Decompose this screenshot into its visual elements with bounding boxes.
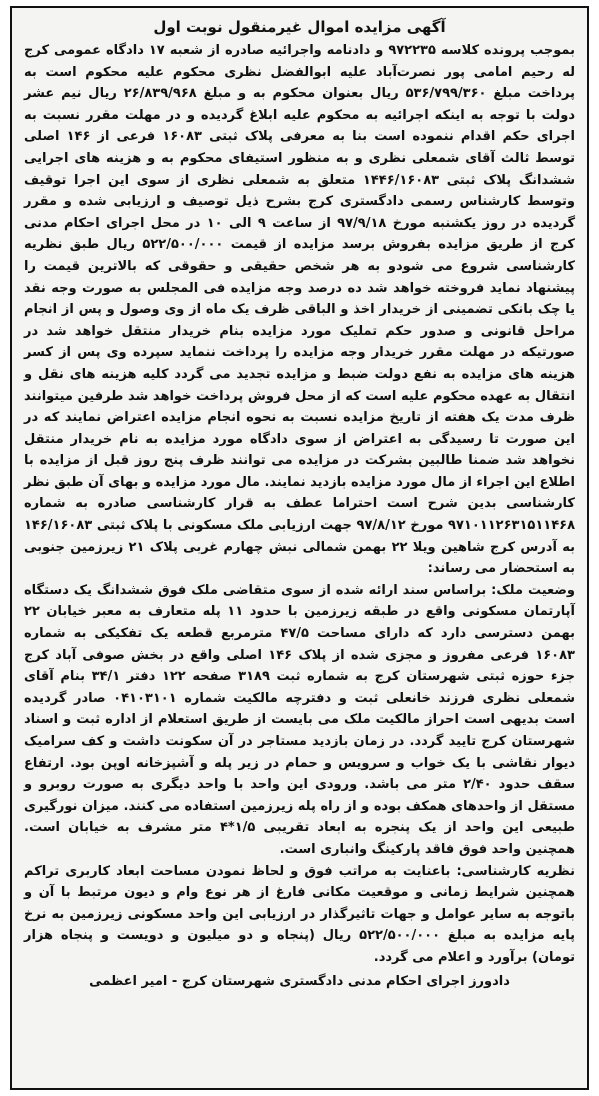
notice-title: آگهی مزایده اموال غیرمنقول نوبت اول xyxy=(153,18,446,36)
property-status-paragraph: وضعیت ملک: براساس سند ارائه شده از سوی متقاضی ملک فوق ششدانگ یک دستگاه آپارتمان مسکونی واقع در طبقه زیرزمین با حدود ۱۱ پله متعارف به معبر خیابان ۲۲ بهمن دسترسی دارد که دارای مساحت ۴۷/۵ مترمربع قطعه یک تفکیکی به شماره ۱۶۰۸۳ فرعی مفروز و مجزی شده از پلاک ۱۴۶ اصلی واقع در بخش صوفی آباد کرج جزء حوزه ثبتی شهرستان کرج به شماره ثبت ۳۱۸۹ صفحه ۱۲۲ دفتر ۳۴/۱ بنام آقای شمعلی نظری فرزند خانعلی ثبت و دفترچه مالکیت شماره ۰۴۱۰۳۱۰۱ صادر گردیده است بدیهی است احراز مالکیت ملک می بایست از طریق استعلام از اداره ثبت و اسناد شهرستان کرج تایید گردد. در زمان بازدید مستاجر در آن سکونت داشت و کف سرامیک دیوار نقاشی با یک خواب و سرویس و حمام در زیر پله و آشپزخانه اوپن بود. ارتفاع سقف حدود ۲/۴۰ متر می باشد. ورودی این واحد با واحد دیگری به صورت روبرو و مستقل از واحدهای همکف بوده و از راه پله زیرزمین استفاده می کنند. میزان نورگیری طبیعی این واحد از یک پنجره به ابعاد تقریبی ۱/۵*۴ متر مشرف به خیابان است. همچنین واحد فوق فاقد پارکینگ وانباری است. xyxy=(24,582,575,857)
expert-opinion-paragraph: نظریه کارشناسی: باعنایت به مراتب فوق و لحاظ نمودن مساحت ابعاد کاربری تراکم همچنین شرایط زمانی و موقعیت مکانی فارغ از هر نوع وام و دیون مرتبط با آن و باتوجه به سایر عوامل و جهات تاثیرگذار در ارزیابی این واحد مسکونی زیرزمین به نرخ پایه مزایده به مبلغ ۵۲۲/۵۰۰/۰۰۰ ریال (پنجاه و دو میلیون و دویست و پنجاه هزار تومان) برآورد و اعلام می گردد. xyxy=(24,863,575,965)
notice-box xyxy=(10,6,589,1090)
signature-line: دادورز اجرای احکام مدنی دادگستری شهرستان کرج - امیر اعظمی xyxy=(89,973,510,989)
notice-body: بموجب پرونده کلاسه ۹۷۲۲۳۵ و دادنامه واجرائیه صادره از شعبه ۱۷ دادگاه عمومی کرج له رحیم امامی پور نصرت‌آباد علیه ابوالفضل نظری محکوم علیه محکوم است به پرداخت مبلغ ۵۳۶/۷۹۹/۳۶۰ ریال بعنوان محکوم به و مبلغ ۲۶/۸۳۹/۹۶۸ ریال نیم عشر دولت با توجه به اینکه اجرائیه به محکوم علیه ابلاغ گردیده و در مهلت مقرر نسبت به اجرای حکم اقدام ننموده است بنا به معرفی پلاک ثبتی ۱۶۰۸۳ فرعی از ۱۴۶ اصلی توسط ثالث آقای شمعلی نظری و به منظور استیفای محکوم به و هزینه های اجرایی ششدانگ پلاک ثبتی ۱۴۴۶/۱۶۰۸۳ متعلق به شمعلی نظری از سوی این اجرا توقیف وتوسط کارشناس رسمی دادگستری کرج بشرح ذیل توصیف و ارزیابی شده و مقرر گردیده در روز یکشنبه مورخ ۹۷/۹/۱۸ از ساعت ۹ الی ۱۰ در محل اجرای احکام مدنی کرج از طریق مزایده بفروش برسد مزایده از قیمت ۵۲۲/۵۰۰/۰۰۰ ریال طبق نظریه کارشناسی شروع می شودو به هر شخص حقیقی و حقوقی که بالاترین قیمت را پیشنهاد نماید فروخته خواهد شد ده درصد وجه مزایده فی المجلس به صورت وجه نقد یا چک بانکی تضمینی از خریدار اخذ و الباقی ظرف یک ماه از وی وصول و پس از انجام مراحل قانونی و صدور حکم تملیک مورد مزایده بنام خریدار منتقل خواهد شد در صورتیکه در مهلت مقرر خریدار وجه مزایده را پرداخت ننماید سپرده وی پس از کسر هزینه های مزایده به نفع دولت ضبط و مزایده تجدید می گردد کلیه هزینه های نقل و انتقال به عهده محکوم علیه است که از محل فروش پرداخت خواهد شد طرفین میتوانند ظرف مدت یک هفته از تاریخ مزایده نسبت به نحوه انجام مزایده اعتراض نمایند که در این صورت تا رسیدگی به اعتراض از سوی دادگاه مورد مزایده به نام خریدار منتقل نخواهد شد ضمنا طالبین بشرکت در مزایده می توانند ظرف پنج روز قبل از مزایده با اطلاع این اجراء از مال مورد مزایده بازدید نمایند. مال مورد مزایده و بهای آن طبق نظر کارشناسی بدین شرح است احتراما عطف به قرار کارشناسی صادره به شماره ۹۷۱۰۱۱۲۶۳۱۵۱۱۴۶۸ مورخ ۹۷/۸/۱۲ جهت ارزیابی ملک مسکونی با پلاک ثبتی ۱۴۶/۱۶۰۸۳ به آدرس کرج شاهین ویلا ۲۲ بهمن شمالی نبش چهارم غربی پلاک ۲۱ زیرزمین جنوبی به استحضار می رساند: xyxy=(24,43,576,577)
